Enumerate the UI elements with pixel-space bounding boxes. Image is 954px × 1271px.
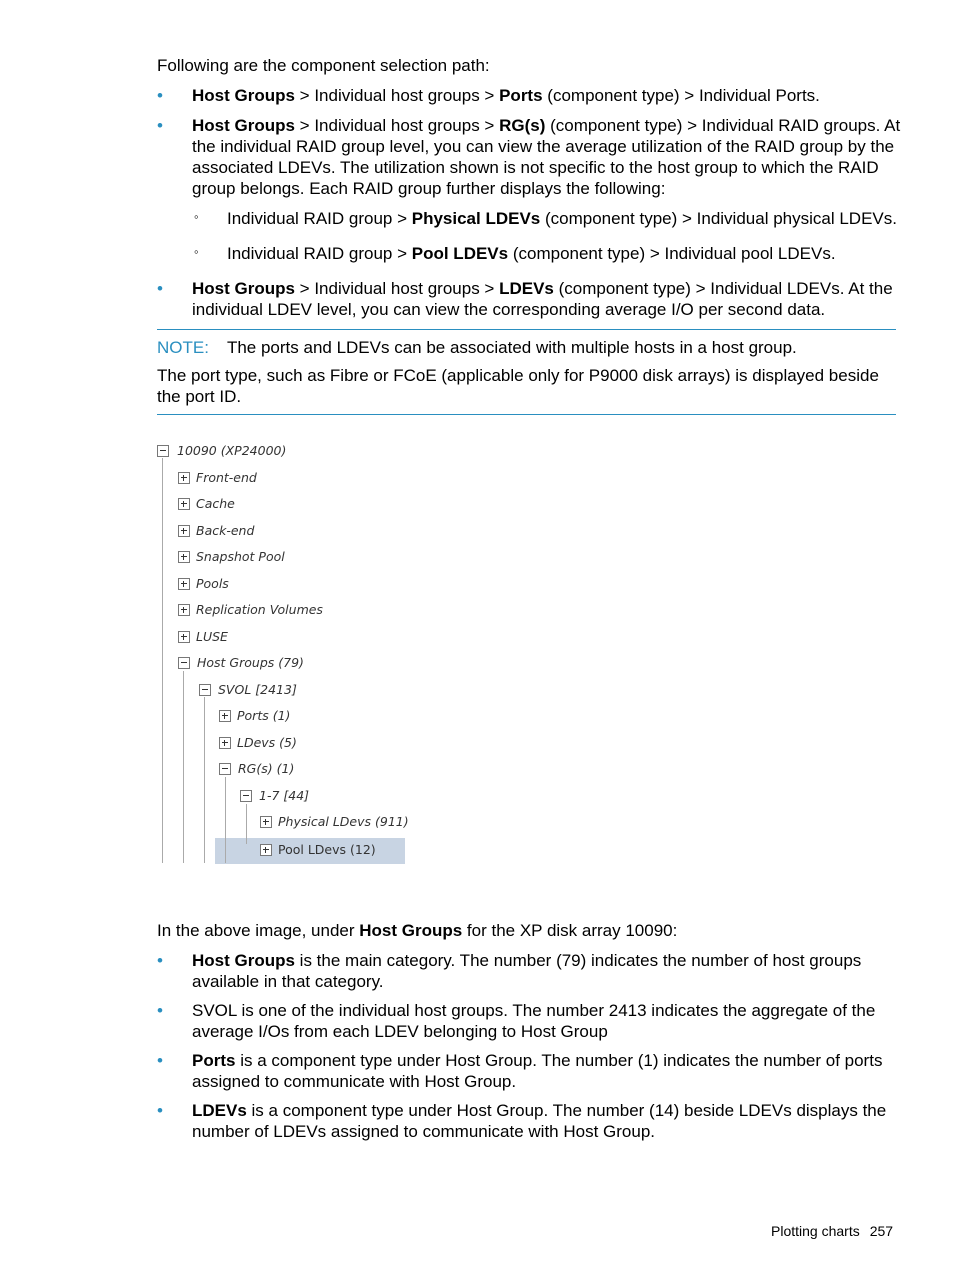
bold-term: Host Groups <box>192 116 295 135</box>
sub-bullet-physical-ldevs <box>157 208 902 229</box>
tree-node-label: Physical LDevs (911) <box>278 814 409 829</box>
tree-connector <box>246 804 247 844</box>
explain-bullet-svol <box>157 1000 902 1042</box>
explain-bullet-ports <box>157 1050 902 1092</box>
path-bullet-rgs <box>157 115 902 199</box>
note-top-rule <box>157 329 896 330</box>
text: (component type) > Individual Ports. <box>542 86 820 105</box>
tree-node-label: Replication Volumes <box>196 602 323 617</box>
intro-text: Following are the component selection path: <box>157 56 490 75</box>
bold-term: Pool LDEVs <box>411 244 509 263</box>
expand-icon[interactable] <box>260 816 272 828</box>
text: > Individual host groups > <box>294 279 500 298</box>
bold-term: Ports <box>499 86 543 105</box>
bold-term: Host Groups <box>359 921 463 940</box>
tree-node-label: Pools <box>196 576 229 591</box>
bold-term: RG(s) <box>499 116 546 135</box>
tree-node-label: SVOL [2413] <box>218 682 297 697</box>
tree-node-label: LDevs (5) <box>237 735 297 750</box>
explain-intro <box>157 920 677 941</box>
text: (component type) > Individual LDEVs. At the individual LDEV level, you can view the corresponding average I/O per second data. <box>192 279 893 319</box>
expand-icon[interactable] <box>219 737 231 749</box>
circle-bullet-icon: ◦ <box>194 209 199 224</box>
bullet-dot-icon: • <box>157 86 163 105</box>
bold-term: Physical LDEVs <box>411 209 541 228</box>
bold-term: LDEVs <box>192 1101 247 1120</box>
tree-node-label: Snapshot Pool <box>196 549 285 564</box>
text: (component type) > Individual RAID groups. At the individual RAID group level, you can view the average utilization of the RAID group by the associated LDEVs. The utilization shown is not specific to the host group to which the RAID group belongs. Each RAID group further displays the following: <box>192 116 901 198</box>
bullet-dot-icon: • <box>157 116 163 135</box>
footer-section: Plotting charts <box>771 1223 860 1239</box>
collapse-icon[interactable] <box>157 445 169 457</box>
note-text: The ports and LDEVs can be associated with multiple hosts in a host group. <box>226 338 797 357</box>
bold-term: LDEVs <box>499 279 554 298</box>
collapse-icon[interactable] <box>199 684 211 696</box>
expand-icon[interactable] <box>178 472 190 484</box>
text: for the XP disk array 10090: <box>462 921 678 940</box>
text: Individual RAID group > <box>227 244 412 263</box>
path-bullet-list <box>157 85 902 329</box>
expand-icon[interactable] <box>178 525 190 537</box>
tree-node-label: Front-end <box>196 470 257 485</box>
bold-term: Host Groups <box>192 279 295 298</box>
text: (component type) > Individual pool LDEVs. <box>508 244 836 263</box>
tree-node-label: 1-7 [44] <box>259 788 310 803</box>
tree-connector <box>204 697 205 863</box>
tree-node-label: Cache <box>196 496 235 511</box>
note-label: NOTE: <box>157 338 209 357</box>
expand-icon[interactable] <box>178 498 190 510</box>
bold-term: Ports <box>192 1051 236 1070</box>
note-bottom-rule <box>157 414 896 415</box>
explain-bullet-host-groups <box>157 950 902 992</box>
sub-bullet-pool-ldevs <box>157 243 902 264</box>
path-bullet-ports <box>157 85 902 106</box>
tree-view <box>150 438 420 868</box>
expand-icon[interactable] <box>178 551 190 563</box>
text: is a component type under Host Group. The number (1) indicates the number of ports assigned to communicate with Host Group. <box>192 1051 883 1091</box>
text: > Individual host groups > <box>294 116 500 135</box>
bullet-dot-icon: • <box>157 1051 163 1070</box>
expand-icon[interactable] <box>260 844 272 856</box>
text: is the main category. The number (79) indicates the number of host groups available in that category. <box>192 951 862 991</box>
bold-term: Host Groups <box>192 86 295 105</box>
tree-node-label: Ports (1) <box>237 708 291 723</box>
text: Individual RAID group > <box>227 209 412 228</box>
path-bullet-ldevs <box>157 278 902 320</box>
text: SVOL is one of the individual host groups. The number 2413 indicates the aggregate of the average I/Os from each LDEV belonging to Host Group <box>192 1001 876 1041</box>
text: > Individual host groups > <box>294 86 500 105</box>
explain-bullet-list <box>157 950 902 1150</box>
tree-node-label: 10090 (XP24000) <box>177 443 287 458</box>
expand-icon[interactable] <box>178 578 190 590</box>
text: In the above image, under <box>157 921 360 940</box>
collapse-icon[interactable] <box>219 763 231 775</box>
bullet-dot-icon: • <box>157 1001 163 1020</box>
collapse-icon[interactable] <box>240 790 252 802</box>
expand-icon[interactable] <box>219 710 231 722</box>
page-footer <box>771 1223 893 1239</box>
tree-node-label: Host Groups (79) <box>197 655 304 670</box>
tree-connector <box>162 458 163 863</box>
text: is a component type under Host Group. The number (14) beside LDEVs displays the number of LDEVs assigned to communicate with Host Group. <box>192 1101 887 1141</box>
bullet-dot-icon: • <box>157 1101 163 1120</box>
bullet-dot-icon: • <box>157 279 163 298</box>
expand-icon[interactable] <box>178 631 190 643</box>
tree-connector <box>183 671 184 863</box>
text: (component type) > Individual physical LDEVs. <box>540 209 897 228</box>
tree-node-label: LUSE <box>196 629 228 644</box>
collapse-icon[interactable] <box>178 657 190 669</box>
bold-term: Host Groups <box>192 951 295 970</box>
explain-bullet-ldevs <box>157 1100 902 1142</box>
tree-connector <box>225 777 226 863</box>
circle-bullet-icon: ◦ <box>194 244 199 259</box>
note-paragraph: The port type, such as Fibre or FCoE (applicable only for P9000 disk arrays) is displayed beside the port ID. <box>157 366 879 406</box>
expand-icon[interactable] <box>178 604 190 616</box>
tree-node-label: Back-end <box>196 523 255 538</box>
tree-node-label: Pool LDevs (12) <box>278 842 376 857</box>
tree-node-label: RG(s) (1) <box>238 761 295 776</box>
bullet-dot-icon: • <box>157 951 163 970</box>
note <box>157 337 797 358</box>
page-number: 257 <box>869 1223 894 1239</box>
